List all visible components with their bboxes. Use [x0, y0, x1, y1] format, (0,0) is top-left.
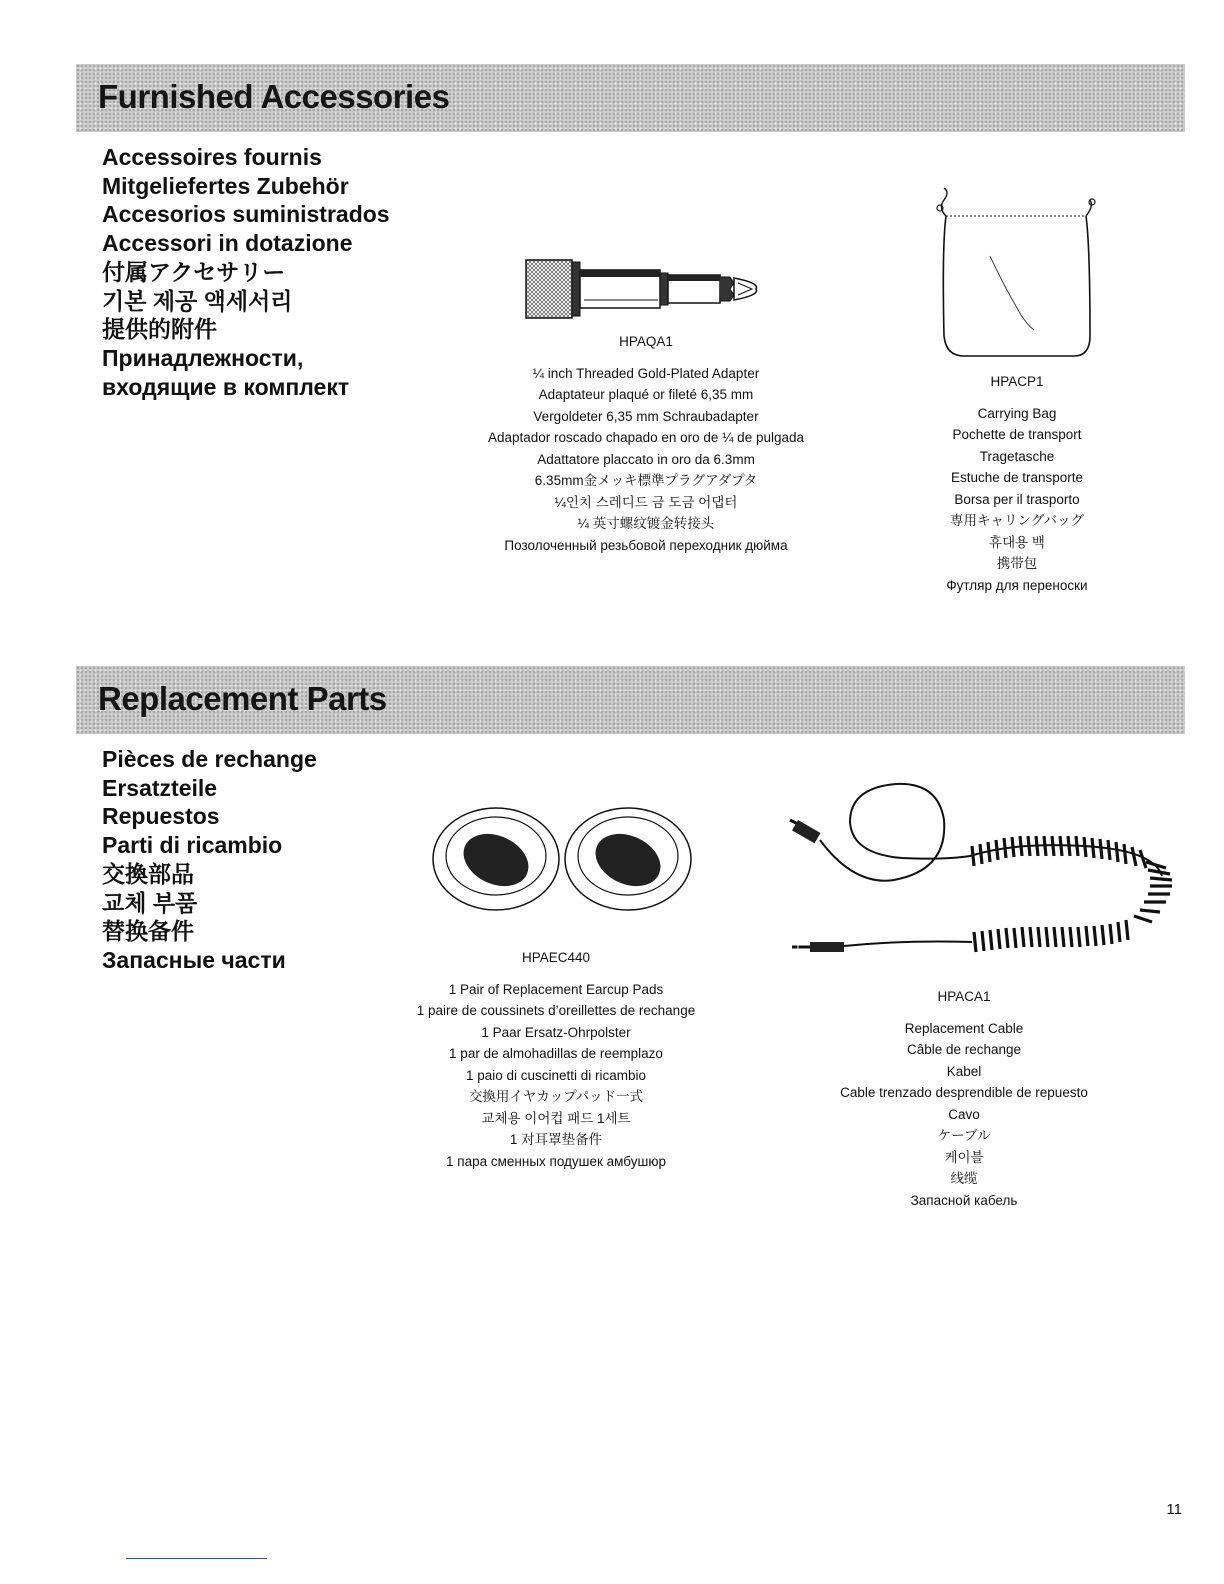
cable-caption-line: Kabel — [946, 1063, 982, 1079]
translation-item: 交換部品 — [102, 860, 194, 887]
adapter-caption-line: ¼인치 스레디드 금 도금 어댑터 — [554, 494, 738, 510]
translation-item: Parti di ricambio — [102, 832, 283, 859]
translation-item: Принадлежности, — [102, 344, 304, 371]
replacement-parts-translations — [102, 745, 317, 975]
cable-model: HPACA1 — [937, 989, 991, 1004]
furnished-accessories-banner — [76, 64, 1185, 132]
translation-item: входящие в комплект — [102, 373, 350, 400]
bag-caption-line: Pochette de transport — [952, 427, 1082, 442]
adapter-caption-line: 6.35mm金メッキ標準プラグアダプタ — [534, 473, 758, 488]
adapter-model: HPAQA1 — [619, 334, 673, 349]
translation-item: 替换备件 — [102, 918, 194, 945]
footer-rule — [126, 1558, 267, 1559]
earpads-caption-line: 교체용 이어컵 패드 1세트 — [481, 1110, 631, 1126]
earpads-caption-line: 1 Paar Ersatz-Ohrpolster — [481, 1024, 631, 1040]
translation-item: Ersatzteile — [102, 774, 218, 801]
bag-caption-line: 휴대용 백 — [989, 534, 1045, 550]
bag-caption-line: Tragetasche — [979, 448, 1055, 464]
furnished-accessories-title: Furnished Accessories — [98, 78, 450, 115]
replacement-cable-illustration — [784, 776, 1176, 966]
adapter-caption-line: Adattatore placcato in oro da 6.3mm — [537, 451, 755, 467]
earpads-caption-line: 1 paire de coussinets d’oreillettes de rechange — [416, 1003, 696, 1018]
earpads-caption-line: 交換用イヤカップパッド一式 — [468, 1089, 644, 1104]
adapter-caption — [476, 331, 816, 556]
translation-item: Accesorios suministrados — [102, 201, 390, 228]
adapter-caption-line: Adaptador roscado chapado en oro de ¼ de pulgada — [488, 430, 804, 445]
cable-caption-line: 케이블 — [944, 1149, 984, 1165]
replacement-parts-title: Replacement Parts — [98, 680, 387, 717]
translation-item: Accessori in dotazione — [102, 230, 353, 257]
earcup-pads-illustration — [430, 804, 696, 914]
earpads-caption-line: 1 Pair of Replacement Earcup Pads — [448, 981, 664, 997]
bag-caption-line: Borsa per il trasporto — [954, 491, 1080, 507]
bag-caption-line: Estuche de transporte — [950, 470, 1084, 485]
translation-item: 교체 부품 — [102, 889, 198, 916]
cable-caption-line: Replacement Cable — [904, 1020, 1024, 1036]
translation-item: Pièces de rechange — [102, 746, 317, 772]
earpads-model: HPAEC440 — [521, 950, 591, 965]
translation-item: Repuestos — [102, 803, 220, 830]
translation-item: 付属アクセサリー — [102, 258, 286, 285]
earpads-caption — [396, 947, 716, 1172]
bag-model: HPACP1 — [990, 374, 1044, 389]
carrying-bag-illustration — [924, 186, 1104, 362]
translation-item: 기본 제공 액세서리 — [102, 287, 293, 314]
cable-caption-line: 线缆 — [950, 1171, 978, 1186]
cable-caption — [824, 986, 1104, 1211]
cable-caption-line: Câble de rechange — [906, 1042, 1022, 1057]
cable-caption-line: Cable trenzado desprendible de repuesto — [840, 1085, 1088, 1100]
bag-caption-line: 専用キャリングバッグ — [950, 513, 1084, 528]
cable-caption-line: Cavo — [948, 1106, 980, 1122]
replacement-parts-banner — [76, 666, 1185, 734]
adapter-caption-line: ¼ 英寸螺纹镀金转接头 — [577, 516, 715, 531]
translation-item: Запасные части — [102, 946, 286, 973]
adapter-caption-line: Vergoldeter 6,35 mm Schraubadapter — [533, 408, 759, 424]
bag-caption — [916, 371, 1118, 596]
bag-caption-line: Футляр для переноски — [946, 577, 1088, 593]
cable-caption-line: Запасной кабель — [910, 1192, 1018, 1208]
furnished-accessories-translations — [102, 143, 390, 401]
earpads-caption-line: 1 пара сменных подушек амбушюр — [446, 1153, 666, 1169]
translation-item: Accessoires fournis — [102, 144, 322, 170]
cable-caption-line: ケーブル — [937, 1128, 991, 1143]
adapter-caption-line: Adaptateur plaqué or fileté 6,35 mm — [538, 387, 754, 402]
threaded-adapter-illustration — [524, 256, 764, 326]
earpads-caption-line: 1 par de almohadillas de reemplazo — [449, 1046, 663, 1061]
earpads-caption-line: 1 paio di cuscinetti di ricambio — [465, 1067, 647, 1083]
translation-item: Mitgeliefertes Zubehör — [102, 172, 349, 199]
bag-caption-line: Carrying Bag — [977, 405, 1057, 421]
adapter-caption-line: Позолоченный резьбовой переходник дюйма — [504, 537, 788, 553]
translation-item: 提供的附件 — [102, 316, 217, 343]
bag-caption-line: 携带包 — [996, 556, 1038, 571]
adapter-caption-line: ¼ inch Threaded Gold-Plated Adapter — [532, 365, 760, 381]
page-number: 11 — [1166, 1501, 1182, 1518]
earpads-caption-line: 1 对耳罩垫备件 — [509, 1132, 603, 1147]
